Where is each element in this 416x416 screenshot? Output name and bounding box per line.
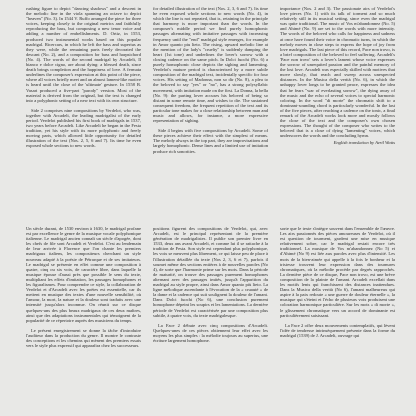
body-paragraph: Un siècle durant, de 1530 environ à 1630, le madrigal profane est par excellence le genre de la musique vocale polyphonique italienne. Le madrigal ancien connaît un siècle d'apogée, dont les chefs de file sont Arcadelt et Verdelot. C'est au lendemain de leur arrivée à Florence que l'on chante les premiers madrigaux italiens, les compositeurs cherchant un style nouveau adapté à la poésie de Pétrarque et de ses imitateurs. Le madrigal se présente en effet comme une composition à quatre, cinq ou six voix, de caractère libre, dans laquelle la musique épouse d'aussi près que possible le sens du texte, multipliant les effets d'imitation, les passages homophones et les figuralismes. Pour comprendre ce style, la collaboration de Verdelot et d'Arcadelt avec les poètes est essentielle, car ils mettent en musique des textes d'une nouvelle sensibilité, où l'amour, la mort, la nature et la douleur sont traduits avec une intensité jusqu'alors inconnue. On réunit sur ce disque quelques-uns des plus beaux madrigaux de ces deux maîtres, ainsi que des adaptations instrumentales qui témoignent de la popularité de ce répertoire auprès des musiciens du temps. <box>26 226 141 323</box>
body-paragraph: sorte que le texte s'intègre souvent dans l'ensemble de l'œuvre. Les airs passionnés des pièces amoureuses de Verdelot, où il est question de tourment, gardent une mise en musique relativement sobre, car le madrigal restait encore très traditionnel. La musique de Vos m'abandonnez (No 5) et d'Ahimé (No 9) est liée aux paroles avec plus d'intensité. Les mots de la bien-aimée qui appelle à la fois le bonheur et la tristesse trouvent leur expression dans des tournures chromatiques, où la mélodie procède par degrés rapprochés. La dernière pièce de ce disque, Pace non trovo, est une brève composition de la plainte de l'amant. Arcadelt excellait dans les motifs lents qui franchissent des distances inattendues. Dans la Musica della verità (No 6), l'amant malheureux qui aspire à la paix redoute « une guerre de douleur éternelle », la musique qui s'éteint et l'écho de plusieurs voix produisent une coloration harmonique particulière. Sur les mots « di morte », le glissement chromatique vers un accord de dominante est particulièrement saisissant. <box>280 226 395 318</box>
english-column-1 <box>26 6 141 226</box>
body-paragraph: Side 4 begins with five compositions by Arcadelt. Some of these pieces achieve their effect with the simplest of means. The melody always in the top part, they are improvisations and largely homophonic. Dense lines and a limited use of imitation produce rich sonorities. <box>153 128 268 154</box>
french-column-1 <box>26 226 141 402</box>
body-paragraph: Side 2 comprises nine compositions by Verdelot, who was, together with Arcadelt, the leading madrigalist of the early period. Verdelot published his first book of madrigals in 1537, two years before Arcadelt. Like Arcadelt he began in the Festa tradition, yet his style with its more polyphonic and freely moving parts, which allowed little opportunity for detailed illustration of the text (Nos. 2, 5, 6 and 7). Its time he even exposed whole sections to new words. <box>26 107 141 149</box>
body-paragraph: for detailed illustration of the text (Nos. 2, 3, 6 and 7). Its time he even exposed whole sections to new words (No. 4), in which the line is not repeated, that is, retaining in the principle that harmony is more important than the words. In the composer's middle period we find purely homophonic passages alternating with imitative passages with increasing frequency until the "end" madrigal style emerges, for example in Amor quanto piu lieto. The rising, upward melodic line at the mention of the lady's "cruelty" is suddenly damping the heart (1st tone) and underlines the lover's sorrow with a closing cadence on the same pitch. In Dolci fuochi (No. 6) a purely homophonic close depicts the sighing and lamenting. Verdelot's mature period is characterised by a more subtle composition of the madrigal text, incidentally specific for four voices. His setting of Madonna, non so dir (No. 8), a plea to the beloved to say "yes" or "no", has a strong polysyllabic movement, with imitation made on the first. La Donna, la bella (No. 9): the parting lover accuses his beloved of being so distant in some remote time, and wishes to die. The sustained consequent freedom, the frequent repetition of the text and its particular tone makes for a close relationship between man and music and allows, for instance, a more expressive representation of sighing. <box>153 6 268 124</box>
body-paragraph: Le présent enregistrement se donne la tâche d'introduire l'auditeur dans la production du genre. Il montre le contraste des conceptions et les chemins qui mènent des premiers essais vers le style plus expressif qui apparaîtra chez les successeurs. <box>26 327 141 349</box>
translation-credit: English translation by Avril Watts <box>333 140 395 146</box>
body-paragraph: rushing figure to depict "dancing shadows" and a descent in the melodic line in the viola spanning an octave to depict "heaven" (No. 3). In 1544 V. Ruffo arranged the piece for three voices, keeping closely to the original metrics and faithfully reproducing the bass, but composing a new tenor voice and adding a number of embellishments. D. Ortiz, in 1553, produced two instrumental works based on this popular madrigal. Ricercars, in which he left the bass and superius as they were, while the remaining parts freely decorated the descant (No. 2), and a composition for bass and harpsichord (No. 4). The words of the second madrigal by Arcadelt, Il bianco e dolce cigno, are about dying: a blessed death, since death brings completion and the happiness of love. A fermata underlines the composer's expression at this point of the piece, where all voices briefly meet and an almost lament-like motive is heard until the close of the 'ultimate' gesture. In 1558 B. Vasari produced a five-part "parody" version. Most of the material is derived from the original, but the text is changed into a polyphonic setting of a new text with its own structure. <box>26 6 141 103</box>
french-column-3 <box>280 226 395 402</box>
english-column-2 <box>153 6 268 226</box>
body-paragraph: La Face 2 offre deux mouvements contemplatifs, qui lèvent l'idée de tendresse intrinsèquement présente dans la forme du madrigal (1539) de J. Arcadelt, ouvrage qui <box>280 322 395 338</box>
body-paragraph: La Face 2 débute avec cinq compositions d'Arcadelt. Quelques-unes de ces pièces obtiennent leur effet avec les moyens les plus simples : la mélodie toujours au superius, une écriture largement homophone. <box>153 322 268 343</box>
french-column-2 <box>153 226 268 402</box>
body-paragraph: importance (Nos. 2 and 3). The passionate airs of Verdelot's love pieces (No. 1) with its talk of torment and so much relatively still in its musical setting, since even the madrigal was quite traditional. The music of Vos m'abandonnez (No. 5) and Ahimé (No. 9) are set to the words with more intensity. The words of the beloved who calls for happiness and sadness at once have found their voice in chromatic turns, in which the melody moves in close steps to express the hope of joy from love madrigals. The last piece of this record, Pace non trovo, is a brief composition of the beloved to feel suffering. Arcadelt's 'Pace non trovo' sets a lover's lament whose voice expresses the sorrow of unrequited passion and the painful memory of the lost love. Arcadelt was especially skilled with motives that move slowly, that reach and sweep across unexpected distances. In the Musica della verità (No. 6), in which the unhappy lover longs to be granted peace, expresses the idea that he fears "war of everlasting sorrow", the dying away of the music and the echo of several voices to special harmonic coloring. In the word "di morte" the chromatic shift to a dominant-sounding chord is particularly wonderful. In the last of the five pieces, after reaching a cadence on the tonic, a final remark of the Arcadelt works look more and mostly follows the close of the text and the composer's own chosen expressions. The thought of the composer who writes to the beloved that is a close of dying "lamenting" voices, which underscores the words and the concluding hymn. <box>280 6 395 139</box>
body-paragraph: positions figurent des compositions de Verdelot, qui, avec Arcadelt, est le principal représentant de la première génération de madrigalistes. Il publie son premier livre en 1533, deux ans avant Arcadelt, et comme lui il se rattache à la tradition de Festa. Son style est cependant plus polyphonique, les voix se meuvent plus librement, ce qui laisse peu de place à l'illustration détaillée du texte (Nos 2, 3, 6 et 7), parfois il soumet même des sections entières à de nouvelles paroles (No 4), de sorte que l'harmonie prime sur les mots. Dans la période de maturité, on trouve des passages purement homophones alternant avec des passages imités, jusqu'à l'apparition du madrigal au style propre, ainsi dans Amor quanto più lieto. La ligne mélodique ascendante à l'évocation de la « cruauté » de la dame et la cadence qui suit soulignent la douleur de l'amant. Dans Dolci fuochi (No 6), une conclusion purement homophone dépeint les soupirs et les lamentations. La dernière période de Verdelot est caractérisée par une composition plus subtile, à quatre voix, du texte madrigalesque. <box>153 226 268 318</box>
english-column-3 <box>280 6 395 226</box>
